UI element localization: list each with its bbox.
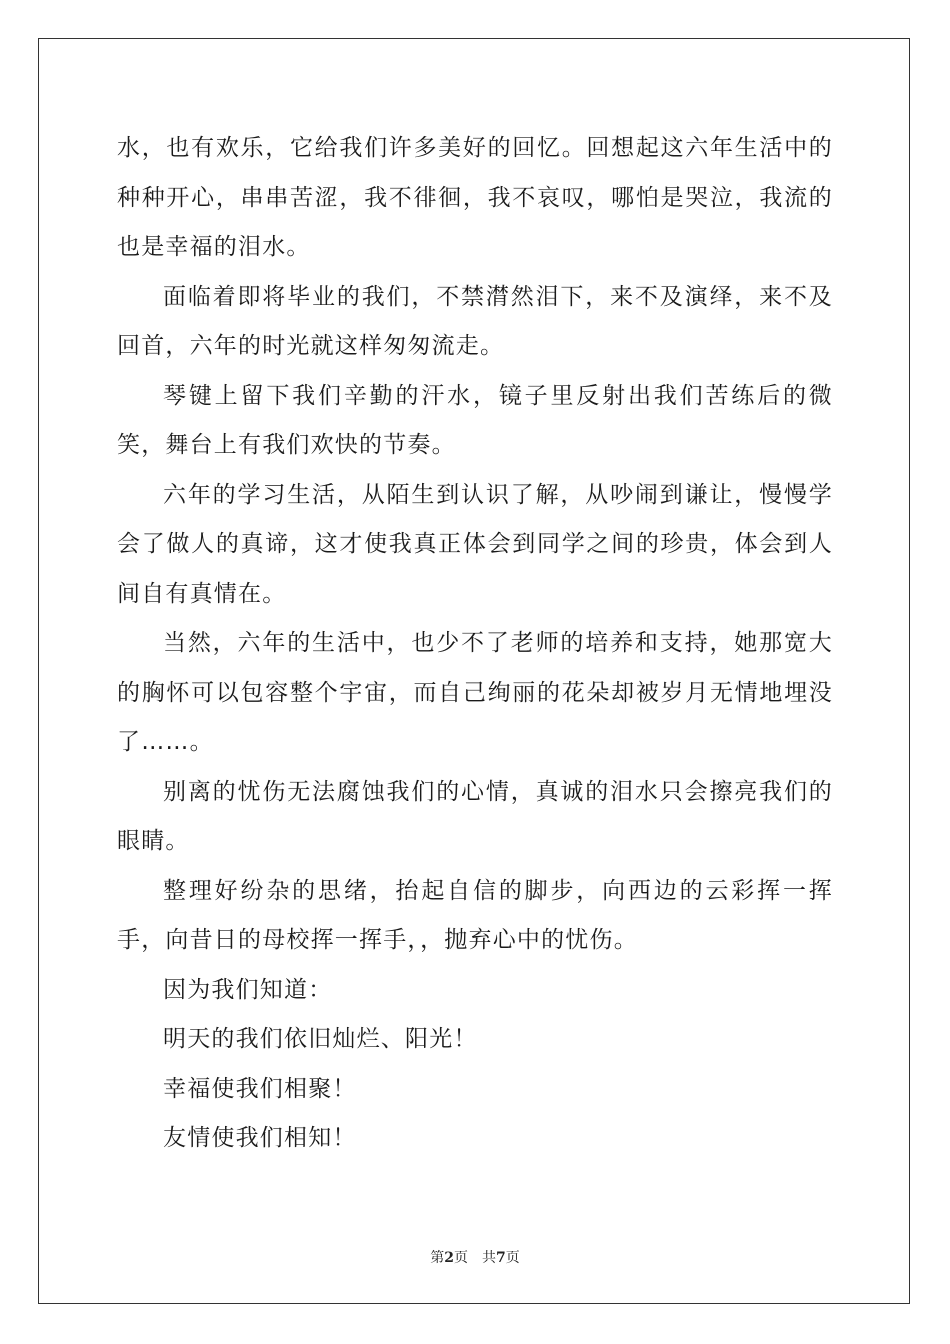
paragraph-5: 当然，六年的生活中，也少不了老师的培养和支持，她那宽大的胸怀可以包容整个宇宙，而自己绚丽的花朵却被岁月无情地埋没了……。 xyxy=(117,630,833,755)
paragraph-2: 面临着即将毕业的我们，不禁潸然泪下，来不及演绎，来不及回首，六年的时光就这样匆匆流走。 xyxy=(117,283,833,359)
paragraph-7: 整理好纷杂的思绪，抬起自信的脚步，向西边的云彩挥一挥手，向昔日的母校挥一挥手，，抛弃心中的忧伤。 xyxy=(117,877,833,953)
paragraph-10: 幸福使我们相聚！ xyxy=(163,1075,357,1102)
paragraph-3: 琴键上留下我们辛勤的汗水，镜子里反射出我们苦练后的微笑，舞台上有我们欢快的节奏。 xyxy=(117,382,833,458)
paragraph-8: 因为我们知道： xyxy=(163,976,333,1003)
page-total: 共7页 xyxy=(482,1250,520,1266)
paragraph-6: 别离的忧伤无法腐蚀我们的心情，真诚的泪水只会擦亮我们的眼睛。 xyxy=(117,778,833,854)
page-footer xyxy=(0,1247,950,1267)
paragraph-9: 明天的我们依旧灿烂、阳光！ xyxy=(163,1026,478,1052)
paragraph-4: 六年的学习生活，从陌生到认识了解，从吵闹到谦让，慢慢学会了做人的真谛，这才使我真正体会到同学之间的珍贵，体会到人间自有真情在。 xyxy=(117,481,833,607)
paragraph-1: 水，也有欢乐，它给我们许多美好的回忆。回想起这六年生活中的种种开心，串串苦涩，我不徘徊，我不哀叹，哪怕是哭泣，我流的也是幸福的泪水。 xyxy=(117,135,833,260)
paragraph-11: 友情使我们相知！ xyxy=(163,1125,357,1151)
document-body xyxy=(117,124,833,1164)
page-number: 第2页 xyxy=(430,1250,468,1266)
